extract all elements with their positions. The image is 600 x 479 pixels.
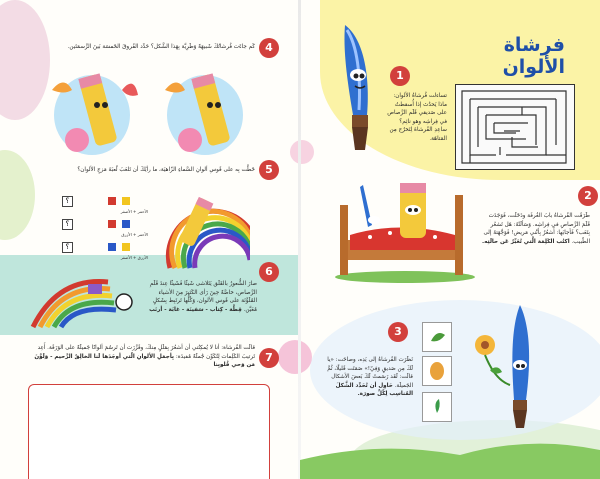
mix-answer-3[interactable]: ؟ [62,242,73,253]
mix-answer-2[interactable]: ؟ [62,219,73,230]
q5-text: خَطَّت بِه على قَوسِ ألوانِ السَّماءِ الزّاهيَة، ما رأيُكَ أن تَلعَبَ لُعبَةَ مَزجِ الألوان؟ [77,167,255,173]
q2-text [480,212,590,246]
shape-box-sprout[interactable] [422,392,452,422]
brush-flower-illustration [460,300,570,440]
compare-picture-left[interactable] [42,60,142,160]
q6-text [145,280,257,314]
rainbow-pencil-illustration [160,190,250,270]
question-number-4: 4 [259,38,279,58]
q4-text: كَم جاءَت فُرشاتُكَ شَبيهَةً وَطَرِيَّة بِهَذا الشَّكل؟ حَدِّد الفُروقَ الخَمسَة بَينَ الرَّسمَتَين. [67,44,255,50]
page-gutter [298,0,301,479]
q7-words: بِأجمَلِ الألوانِ الّتي أوجَدَها لَنا الخالِقُ الرَّحيم - وَلَوَّنَ مَن وَحي قُلوبِنا [34,353,255,368]
maze-puzzle[interactable] [455,84,575,170]
red-square [108,220,116,228]
pink-splash2 [290,140,314,164]
q7-body: قالَت الفُرشاة: أنا لا يُمكِنُني أن أشعُرَ بِمَلَلٍ مِنكَ، وقَرَّرَت أن تَرسُمَ ألوانًا جَميلَةً على الوَرَقَة. أَعِد تَرتيبَ الكَلِمات لِتُكَوِّن جُملَةً مُفيدَة: [37,345,255,360]
q6-words: قِطَّة - كِتاب - سَفينَة - غابَة - أرنَب [149,306,242,313]
blue-square [108,243,116,251]
q3-body: نَظَرَت الفُرشاةُ إلى يَدِه، وصاحَت: «يا لَكَ مِن صَديقٍ وَفِيّ!» صَمَتَت قَليلًا، ثُمَّ قالَت: لَقَد رَسَمتُ لَكَ بَعضَ الأشكال الجَميلَة. [327,357,413,389]
q6-body: صارَ الشُّعورُ بالقَلَق يَتَلاشى شَيئًا فَشَيئًا عِندَ قَلَمِ الرَّصاص، خاصَّةً حِينَ رَأى الكَثيرَ مِنَ الأشياء المُلَوَّنَة على قَوسِ الألوان، وَكُلُّها تَرتَبِط بِشَكلٍ مُعَيَّن. [149,281,257,313]
mix-label-2: الأحمر + الأزرق [121,232,148,237]
q1-text: تساءلت فُرشاةُ الألوان: ماذا يَحدُث إذا أُسقطتُ على صَديقي قَلَم الرَّصاص في فِراشِه وهو نائِم؟ ساعِدِ الفُرشاةَ لِتَخرُج مِن المَتاهَة. [387,93,447,142]
shape-box-seed[interactable] [422,356,452,386]
yellow-square [122,197,130,205]
q7-text [30,344,255,370]
question-number-7: 7 [259,348,279,368]
bed-pencil-illustration [330,165,475,285]
answer-box[interactable] [28,384,270,479]
yellow-square [122,243,130,251]
compare-picture-right[interactable] [155,60,255,160]
blue-square [122,220,130,228]
pink-splash [278,340,312,374]
question-number-3: 3 [388,322,408,342]
question-number-6: 6 [259,262,279,282]
q3-instruction: حَاوِل أن تُحَدِّد الشَّكلَ المُناسِب لِكُلِّ صورَة. [335,382,413,397]
mix-label-1: الأحمر + الأصفر [120,209,148,214]
grass-hill [300,430,600,479]
shape-box-leaf[interactable] [422,322,452,352]
maze-lines [456,85,574,169]
red-square [108,197,116,205]
paint-splash-left2 [0,150,35,240]
q2-instruction: اكتُب الكَلِمَة الَّتي تُعَبِّرُ عَن حالَتِه. [482,238,570,245]
q2-body: طَرَقَت الفُرشاةُ بابَ الغُرفَة ودَخَلَت، فَوَجَدَت قَلَمَ الرَّصاصِ في فِراشِه. وَسَألَتْهُ: هَل تَشعُر بِتَعَب؟ فَأجابَها: أَشعُرُ بِأنَّني مَريض! فَوَجَّهَتهُ إلى الطّبيب. [483,213,590,245]
q3-text [325,356,413,399]
question-number-2: 2 [578,186,598,206]
question-number-1: 1 [390,66,410,86]
mix-label-3: الأزرق + الأصفر [120,255,148,260]
mix-answer-1[interactable]: ؟ [62,196,73,207]
page-title: فرشاة الألوان [502,34,565,78]
rainbow-objects-illustration [28,272,138,332]
question-number-5: 5 [259,160,279,180]
